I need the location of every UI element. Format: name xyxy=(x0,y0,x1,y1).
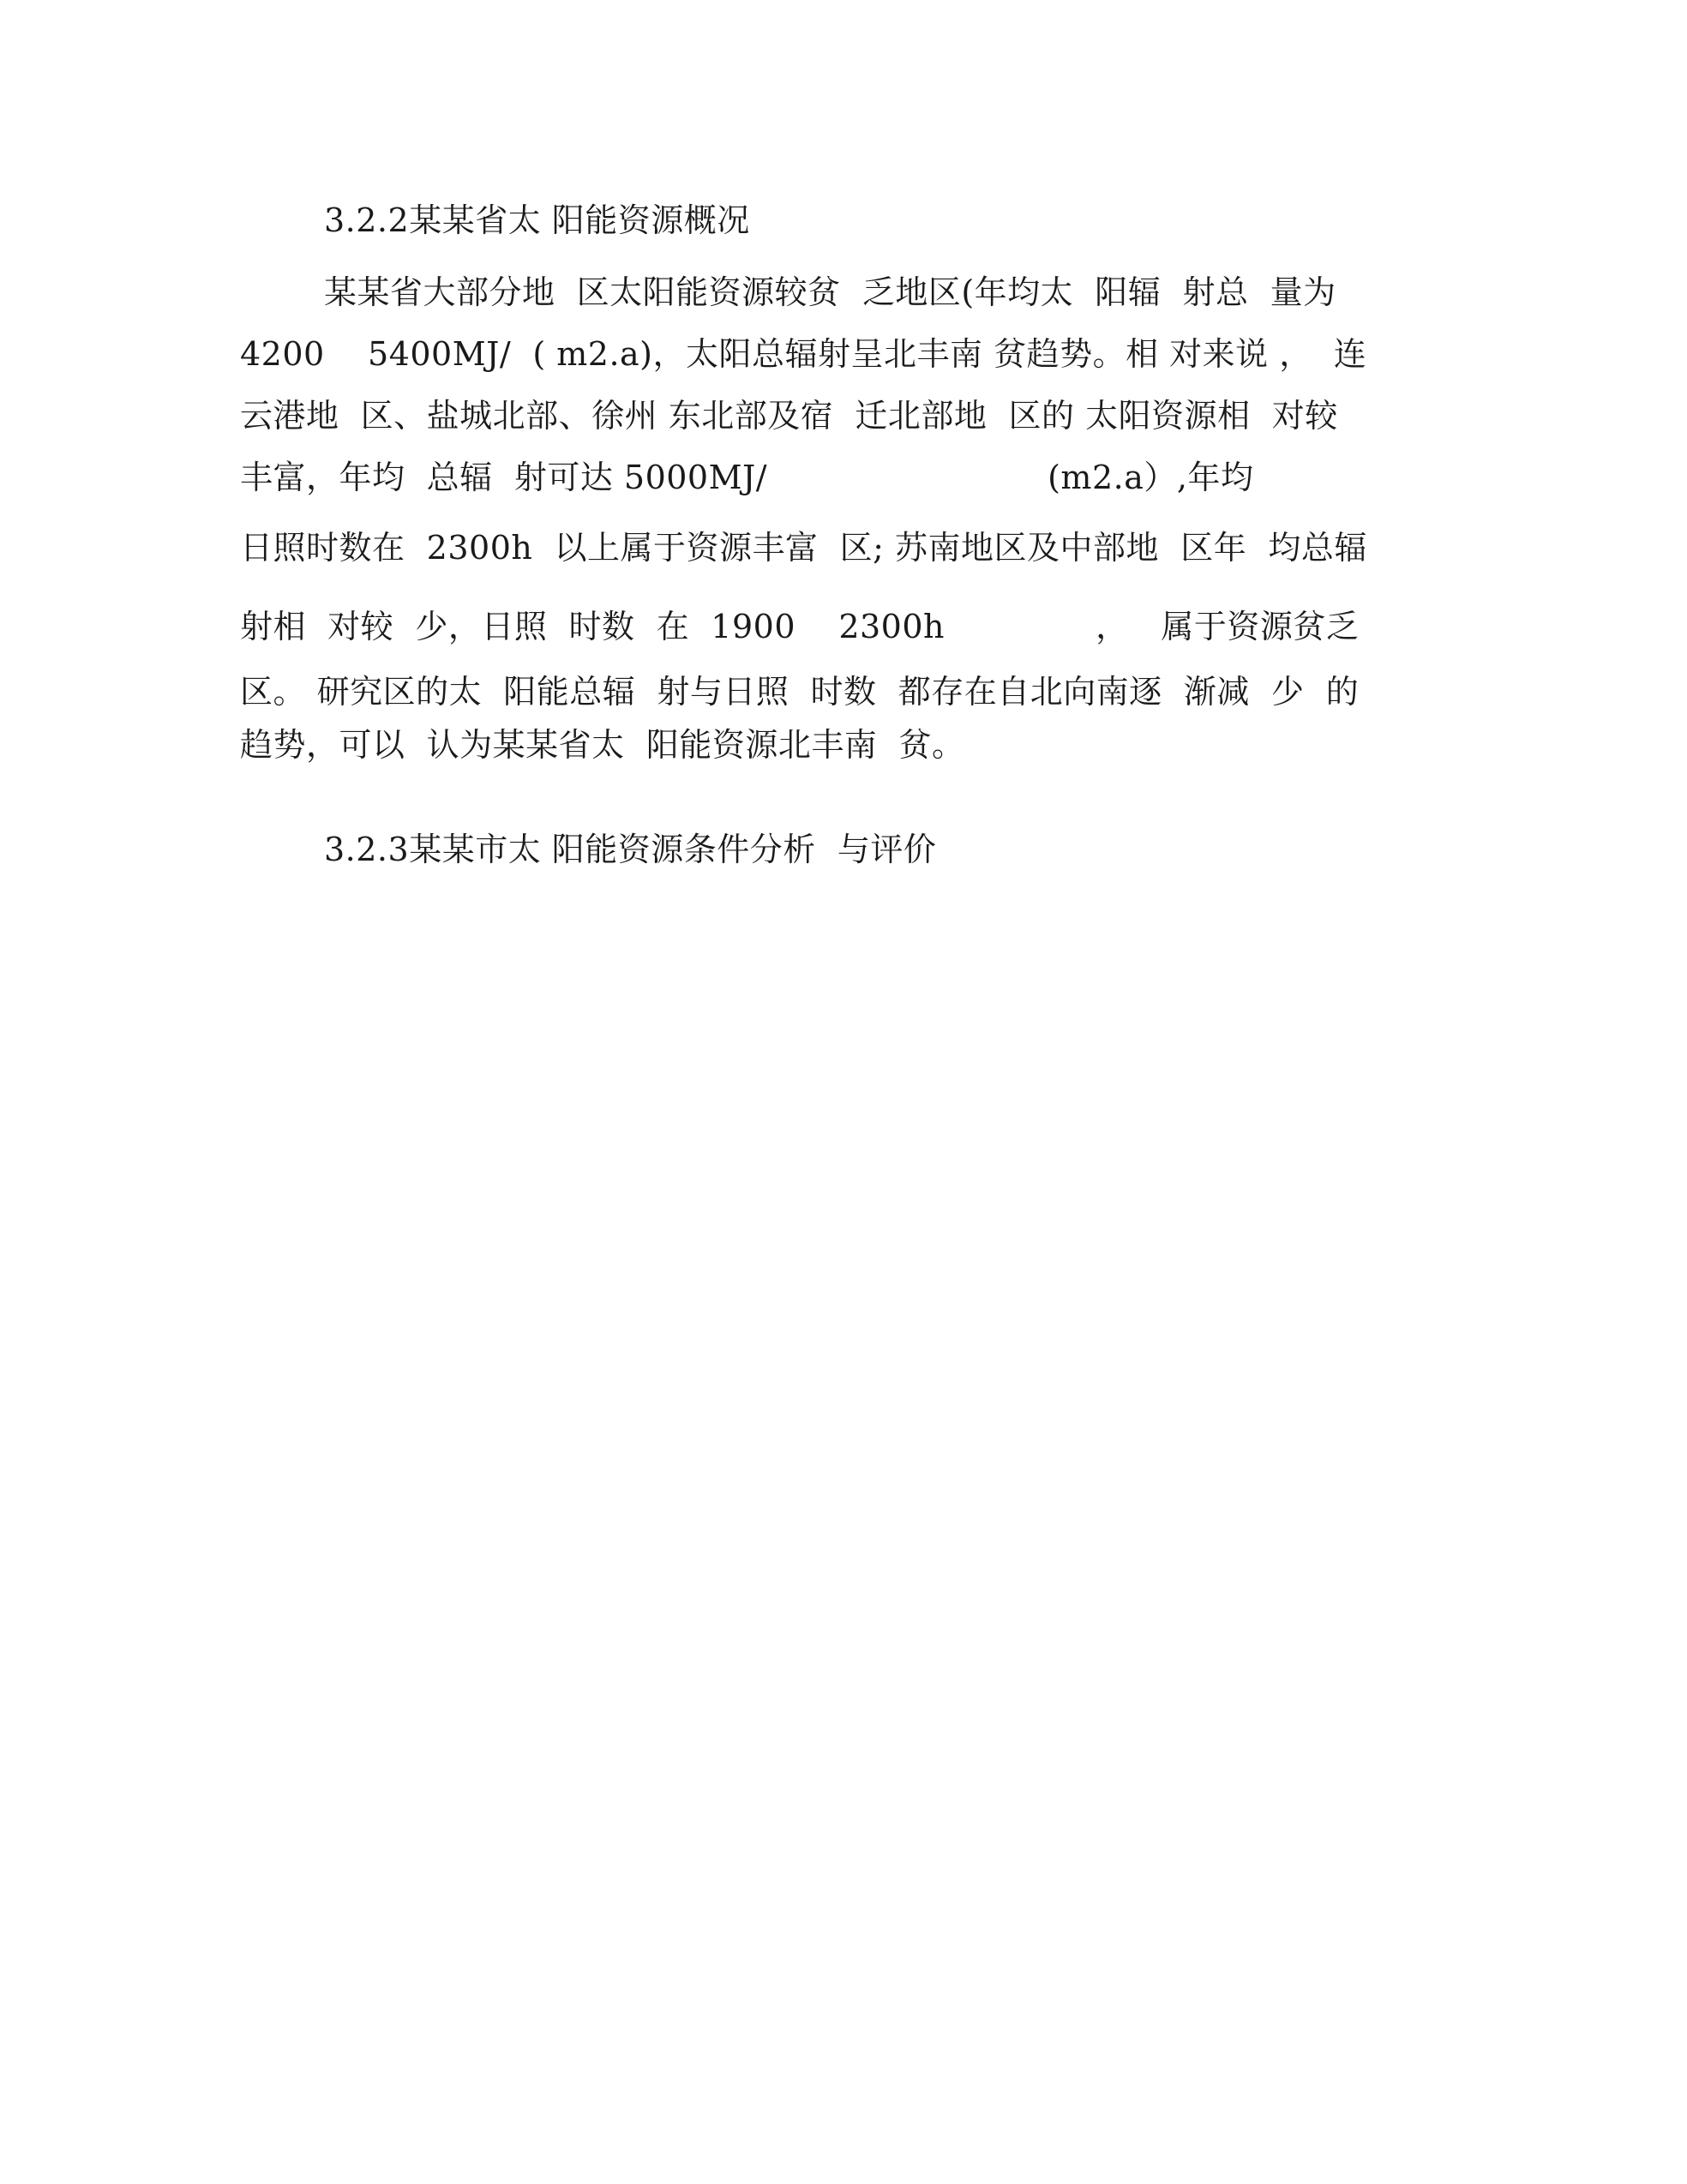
paragraph-line-5: 日照时数在 2300h 以上属于资源丰富 区; 苏南地区及中部地 区年 均总辐 xyxy=(240,529,1367,567)
paragraph-line-4: 丰富，年均 总辐 射可达 5000MJ/ (m2.a）,年均 xyxy=(240,459,1254,496)
paragraph-line-8: 趋势，可以 认为某某省太 阳能资源北丰南 贫。 xyxy=(240,726,965,764)
paragraph-line-1: 某某省大部分地 区太阳能资源较贫 乏地区(年均太 阳辐 射总 量为 xyxy=(324,273,1336,311)
paragraph-line-2: 4200 5400MJ/ ( m2.a)，太阳总辐射呈北丰南 贫趋势。相 对来说 ， 连 xyxy=(240,335,1367,373)
section-heading-3-2-2: 3.2.2某某省太 阳能资源概况 xyxy=(324,201,750,239)
section-heading-3-2-3: 3.2.3某某市太 阳能资源条件分析 与评价 xyxy=(324,831,937,868)
paragraph-line-7: 区。 研究区的太 阳能总辐 射与日照 时数 都存在自北向南逐 渐减 少 的 xyxy=(240,673,1360,711)
paragraph-line-3: 云港地 区、盐城北部、徐州 东北部及宿 迁北部地 区的 太阳资源相 对较 xyxy=(240,397,1338,435)
paragraph-line-6: 射相 对较 少，日照 时数 在 1900 2300h ， 属于资源贫乏 xyxy=(240,608,1360,645)
